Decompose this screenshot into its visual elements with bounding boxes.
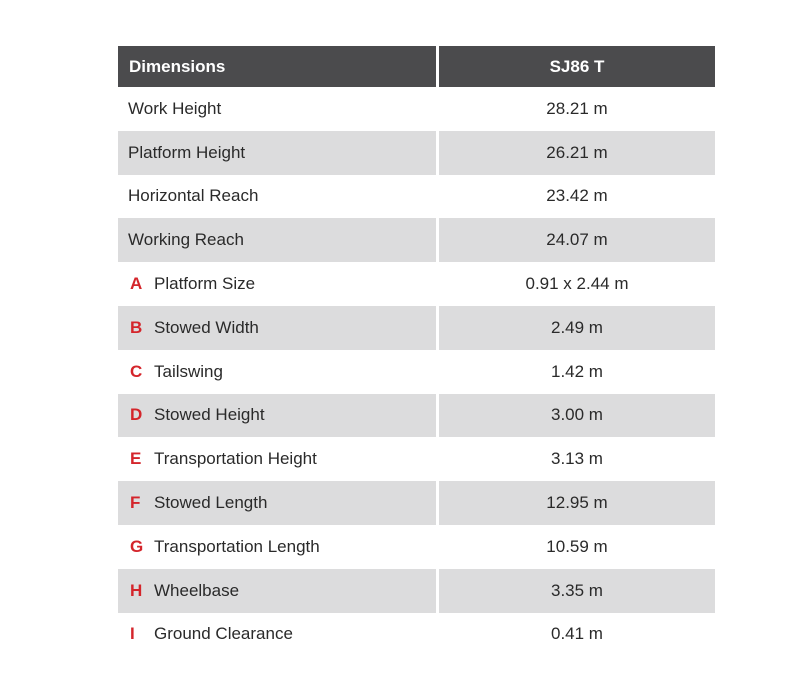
dimension-letter: D <box>130 405 143 425</box>
row-value: 10.59 m <box>546 536 608 556</box>
row-label-cell <box>118 613 439 657</box>
table-row <box>118 87 715 131</box>
row-value: 0.91 x 2.44 m <box>525 274 629 294</box>
row-value: 1.42 m <box>551 361 603 381</box>
row-label-cell <box>118 350 439 394</box>
row-label: Horizontal Reach <box>128 186 259 206</box>
dimension-letter: F <box>130 493 141 513</box>
row-value: 26.21 m <box>439 131 715 175</box>
dimension-letter: B <box>130 317 143 337</box>
row-label: Stowed Width <box>154 317 259 337</box>
row-label: Work Height <box>128 98 222 118</box>
table-row <box>118 262 715 306</box>
table-row <box>118 350 715 394</box>
table-row <box>118 306 715 350</box>
row-label-cell <box>118 175 439 219</box>
table-row <box>118 481 715 525</box>
row-label: Ground Clearance <box>154 624 293 644</box>
row-label: Transportation Length <box>154 536 320 556</box>
row-label: Tailswing <box>154 361 223 381</box>
row-label: Stowed Length <box>154 493 268 513</box>
row-value: 23.42 m <box>546 186 608 206</box>
row-value: 0.41 m <box>551 624 603 644</box>
row-label: Working Reach <box>128 230 244 250</box>
table-row <box>118 437 715 481</box>
dimension-letter: C <box>130 361 143 381</box>
dimension-letter: E <box>130 449 142 469</box>
row-label: Platform Height <box>128 142 246 162</box>
table-row <box>118 613 715 657</box>
row-value: 3.35 m <box>439 569 715 613</box>
row-label: Wheelbase <box>154 580 240 600</box>
row-label-cell <box>118 394 439 438</box>
table-row <box>118 175 715 219</box>
row-label: Transportation Height <box>154 449 317 469</box>
row-label-cell <box>118 262 439 306</box>
dimension-letter: A <box>130 274 143 294</box>
row-value: 2.49 m <box>439 306 715 350</box>
table-row <box>118 394 715 438</box>
table-row <box>118 131 715 175</box>
row-label-cell <box>118 525 439 569</box>
row-value: 12.95 m <box>439 481 715 525</box>
row-value: 3.00 m <box>439 394 715 438</box>
row-label-cell <box>118 218 439 262</box>
row-value: 28.21 m <box>546 98 608 118</box>
row-label-cell <box>118 306 439 350</box>
table-header-row <box>118 46 715 87</box>
row-label-cell <box>118 437 439 481</box>
header-dimensions: Dimensions <box>118 46 439 87</box>
dimension-letter: G <box>130 536 144 556</box>
row-value: 3.13 m <box>551 449 603 469</box>
row-label: Stowed Height <box>154 405 265 425</box>
row-value: 24.07 m <box>439 218 715 262</box>
dimension-letter: H <box>130 580 143 600</box>
row-label-cell <box>118 87 439 131</box>
row-label: Platform Size <box>154 274 256 294</box>
dimensions-table <box>118 46 715 656</box>
table-row <box>118 218 715 262</box>
header-model: SJ86 T <box>439 46 715 87</box>
row-label-cell <box>118 481 439 525</box>
row-label-cell <box>118 131 439 175</box>
table-row <box>118 525 715 569</box>
table-row <box>118 569 715 613</box>
dimension-letter: I <box>130 624 135 644</box>
row-label-cell <box>118 569 439 613</box>
